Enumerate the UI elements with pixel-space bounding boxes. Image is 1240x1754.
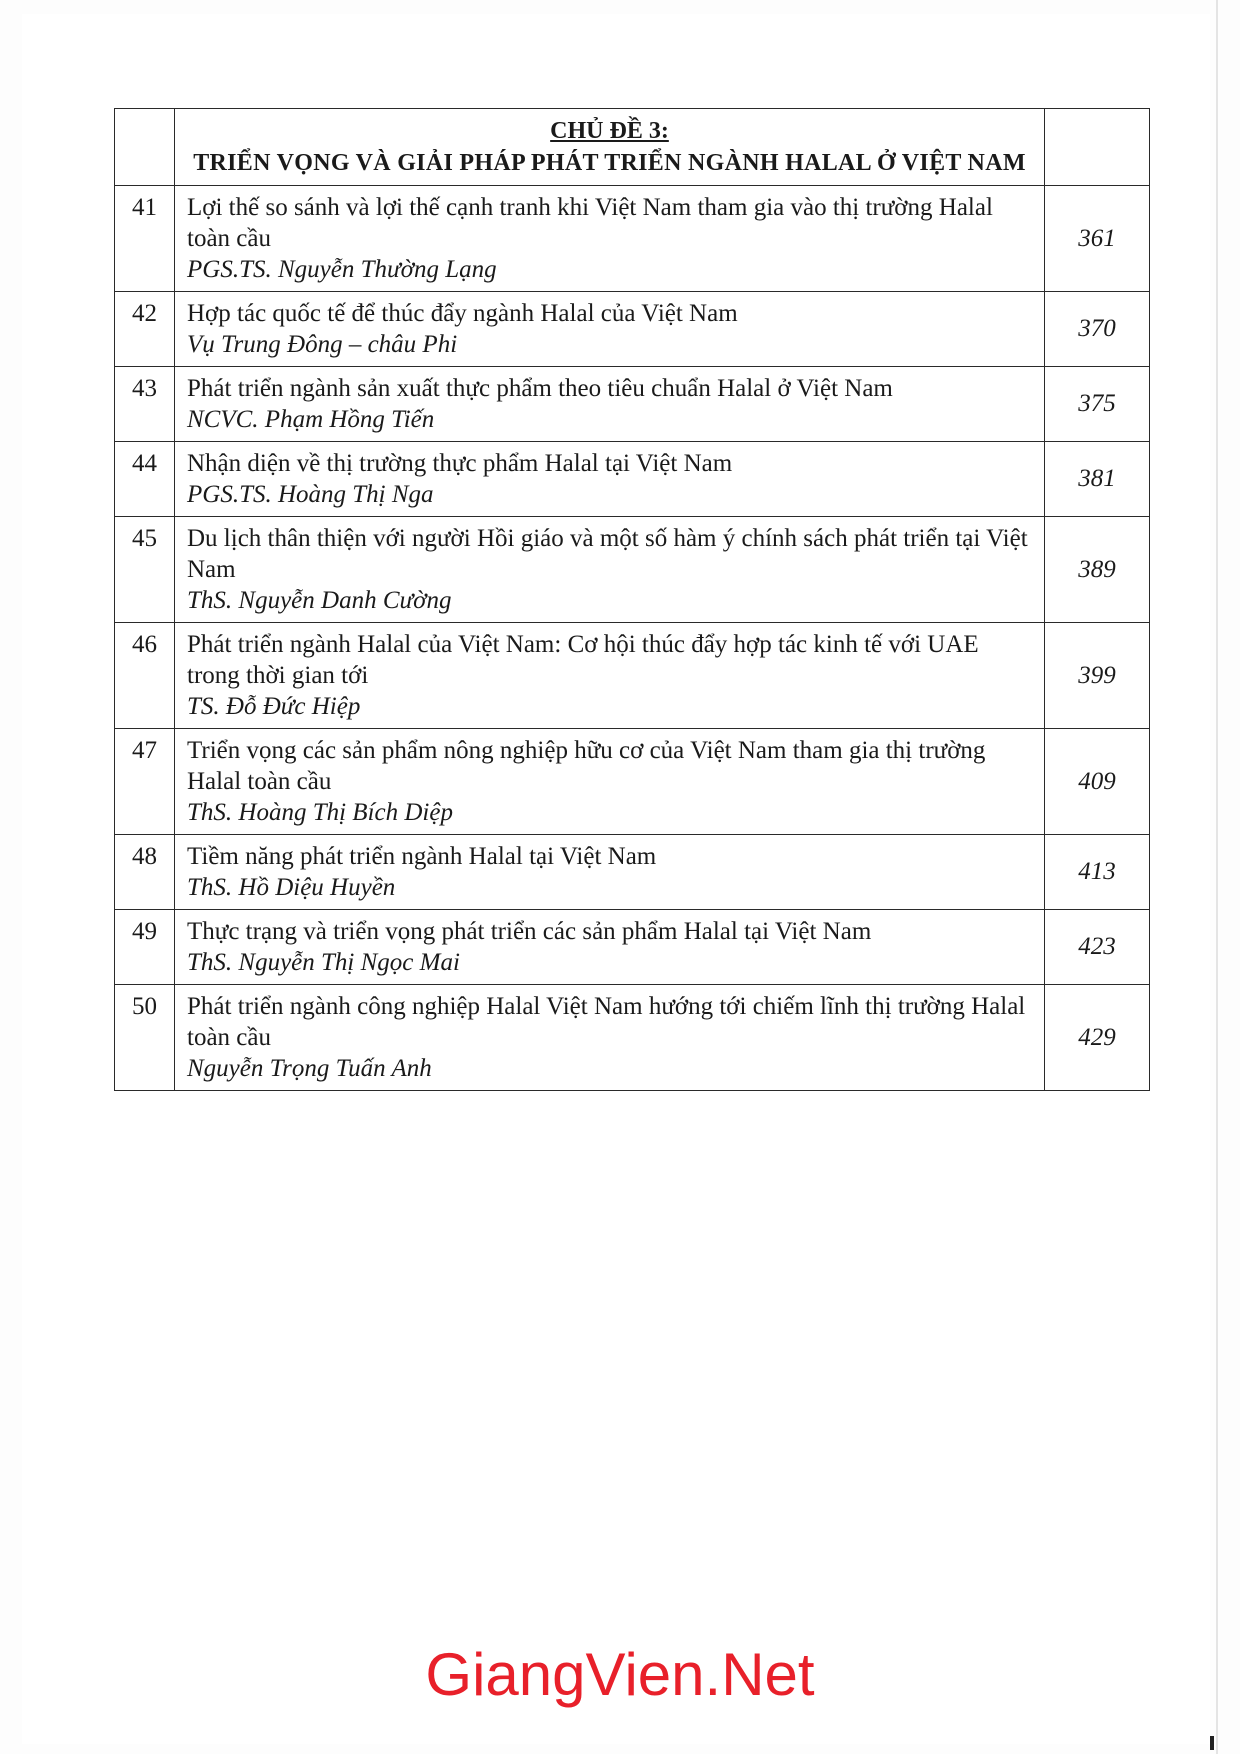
entry-content bbox=[175, 910, 1045, 985]
entry-page-number: 413 bbox=[1045, 835, 1150, 910]
entry-number: 46 bbox=[115, 623, 175, 729]
toc-entry-row bbox=[115, 985, 1150, 1091]
section-header-row bbox=[115, 109, 1150, 186]
entry-number: 45 bbox=[115, 517, 175, 623]
entry-number: 47 bbox=[115, 729, 175, 835]
header-page-cell bbox=[1045, 109, 1150, 186]
toc-entry-row bbox=[115, 623, 1150, 729]
entry-content bbox=[175, 442, 1045, 517]
entry-author: NCVC. Phạm Hồng Tiến bbox=[187, 406, 435, 433]
entry-content bbox=[175, 292, 1045, 367]
section-header-cell bbox=[175, 109, 1045, 186]
entry-content bbox=[175, 985, 1045, 1091]
toc-entry-row bbox=[115, 292, 1150, 367]
section-label: CHỦ ĐỀ 3: bbox=[550, 118, 669, 144]
corner-mark bbox=[1210, 1736, 1214, 1750]
entry-title: Hợp tác quốc tế để thúc đẩy ngành Halal của Việt Nam bbox=[187, 300, 738, 327]
entry-page-number: 389 bbox=[1045, 517, 1150, 623]
entry-number: 41 bbox=[115, 186, 175, 292]
entry-author: Nguyễn Trọng Tuấn Anh bbox=[187, 1055, 432, 1082]
entry-number: 43 bbox=[115, 367, 175, 442]
entry-title: Phát triển ngành sản xuất thực phẩm theo tiêu chuẩn Halal ở Việt Nam bbox=[187, 375, 893, 402]
entry-author: Vụ Trung Đông – châu Phi bbox=[187, 331, 458, 358]
toc-entry-row bbox=[115, 442, 1150, 517]
entry-content bbox=[175, 729, 1045, 835]
entry-page-number: 423 bbox=[1045, 910, 1150, 985]
entry-content bbox=[175, 517, 1045, 623]
toc-entry-row bbox=[115, 367, 1150, 442]
entry-author: TS. Đỗ Đức Hiệp bbox=[187, 693, 361, 720]
entry-number: 48 bbox=[115, 835, 175, 910]
entry-content bbox=[175, 186, 1045, 292]
entry-number: 44 bbox=[115, 442, 175, 517]
toc-entry-row bbox=[115, 835, 1150, 910]
entry-author: PGS.TS. Hoàng Thị Nga bbox=[187, 481, 434, 508]
entry-title: Thực trạng và triển vọng phát triển các sản phẩm Halal tại Việt Nam bbox=[187, 918, 872, 945]
entry-content bbox=[175, 835, 1045, 910]
entry-page-number: 429 bbox=[1045, 985, 1150, 1091]
entry-title: Phát triển ngành công nghiệp Halal Việt Nam hướng tới chiếm lĩnh thị trường Halal toàn cầu bbox=[187, 993, 1026, 1051]
entry-content bbox=[175, 367, 1045, 442]
entry-title: Lợi thế so sánh và lợi thế cạnh tranh khi Việt Nam tham gia vào thị trường Halal toàn cầu bbox=[187, 194, 993, 252]
entry-title: Triển vọng các sản phẩm nông nghiệp hữu cơ của Việt Nam tham gia thị trường Halal toàn cầu bbox=[187, 737, 986, 795]
entry-number: 50 bbox=[115, 985, 175, 1091]
toc-entry-row bbox=[115, 910, 1150, 985]
entry-content bbox=[175, 623, 1045, 729]
toc-entry-row bbox=[115, 186, 1150, 292]
entry-title: Du lịch thân thiện với người Hồi giáo và một số hàm ý chính sách phát triển tại Việt Nam bbox=[187, 525, 1028, 583]
entry-title: Phát triển ngành Halal của Việt Nam: Cơ hội thúc đẩy hợp tác kinh tế với UAE trong thời gian tới bbox=[187, 631, 979, 689]
entry-author: ThS. Hồ Diệu Huyền bbox=[187, 874, 396, 901]
entry-page-number: 399 bbox=[1045, 623, 1150, 729]
section-title: TRIỂN VỌNG VÀ GIẢI PHÁP PHÁT TRIỂN NGÀNH HALAL Ở VIỆT NAM bbox=[193, 150, 1026, 176]
entry-author: ThS. Nguyễn Thị Ngọc Mai bbox=[187, 949, 460, 976]
entry-title: Nhận diện về thị trường thực phẩm Halal tại Việt Nam bbox=[187, 450, 733, 477]
entry-page-number: 375 bbox=[1045, 367, 1150, 442]
toc-entry-row bbox=[115, 517, 1150, 623]
entry-page-number: 409 bbox=[1045, 729, 1150, 835]
entry-title: Tiềm năng phát triển ngành Halal tại Việt Nam bbox=[187, 843, 657, 870]
entry-author: ThS. Hoàng Thị Bích Diệp bbox=[187, 799, 453, 826]
entry-page-number: 381 bbox=[1045, 442, 1150, 517]
entry-page-number: 361 bbox=[1045, 186, 1150, 292]
entry-author: PGS.TS. Nguyễn Thường Lạng bbox=[187, 256, 497, 283]
toc-entry-row bbox=[115, 729, 1150, 835]
watermark-text: GiangVien.Net bbox=[425, 1641, 815, 1708]
entry-author: ThS. Nguyễn Danh Cường bbox=[187, 587, 452, 614]
header-num-cell bbox=[115, 109, 175, 186]
entry-page-number: 370 bbox=[1045, 292, 1150, 367]
table-of-contents bbox=[114, 108, 1150, 1091]
entry-number: 49 bbox=[115, 910, 175, 985]
entry-number: 42 bbox=[115, 292, 175, 367]
page-edge-shadow bbox=[1216, 0, 1218, 1754]
